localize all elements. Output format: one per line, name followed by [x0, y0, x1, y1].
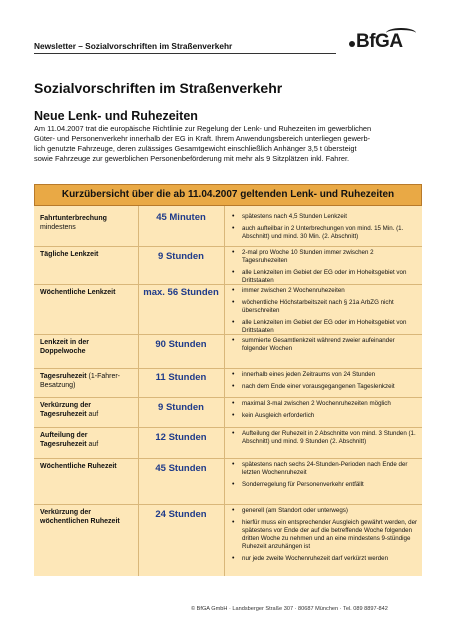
row-divider	[34, 427, 422, 428]
row-label-bold: Tägliche Lenkzeit	[40, 251, 99, 258]
bullet-icon: •	[232, 400, 235, 407]
row-label-bold: Wöchentliche Lenkzeit	[40, 289, 116, 296]
row-value: 12 Stunden	[155, 432, 207, 443]
row-divider	[34, 246, 422, 247]
row-bullets	[228, 430, 420, 450]
row-bullets	[228, 461, 420, 493]
intro-line: Güter- und Personenverkehr innerhalb der EG in Kraft. Ihrem Anwendungsbereich unterliegen gewerb-	[34, 134, 371, 143]
row-label	[40, 372, 132, 390]
table-row	[34, 246, 422, 284]
bullet-item	[228, 400, 420, 408]
bullet-icon: •	[232, 383, 235, 390]
row-label-rest: mindestens	[40, 224, 76, 231]
row-label-bold: Verkürzung der Tagesruhezeit	[40, 402, 91, 418]
row-bullets	[228, 337, 420, 357]
row-divider	[34, 397, 422, 398]
row-label	[40, 401, 132, 419]
bullet-text: hierfür muss ein entsprechender Ausgleich gewährt werden, der spätestens vor Ende der auf die betreffende Woche folgenden dritten Woche zu nehmen und an eine mindestens 9-stündige Ruhezeit anzuhängen ist	[242, 519, 418, 550]
row-bullets	[228, 249, 420, 289]
row-label-bold: Wöchentliche Ruhezeit	[40, 463, 117, 470]
row-divider	[34, 368, 422, 369]
logo-text: BfGA	[356, 31, 403, 52]
bullet-icon: •	[232, 287, 235, 294]
bullet-text: immer zwischen 2 Wochenruhezeiten	[242, 287, 345, 294]
page-title: Sozialvorschriften im Straßenverkehr	[34, 80, 283, 96]
bullet-text: innerhalb eines jeden Zeitraums von 24 Stunden	[242, 371, 376, 378]
bullet-item	[228, 213, 420, 221]
logo-dot	[349, 41, 355, 47]
row-label	[40, 462, 132, 471]
bullet-item	[228, 269, 420, 285]
table-row	[34, 210, 422, 246]
overview-table	[34, 184, 422, 576]
row-label	[40, 288, 132, 297]
bullet-icon: •	[232, 412, 235, 419]
bullet-item	[228, 299, 420, 315]
bullet-text: nach dem Ende einer vorausgegangenen Tageslenkzeit	[242, 383, 395, 390]
row-label	[40, 250, 132, 259]
bullet-text: wöchentliche Höchstarbeitszeit nach § 21a ArbZG nicht überschreiten	[242, 299, 394, 314]
bullet-icon: •	[232, 269, 235, 276]
bullet-item	[228, 519, 420, 551]
table-row	[34, 334, 422, 368]
row-value: 24 Stunden	[155, 509, 207, 520]
row-label-bold: Verkürzung der wöchentlichen Ruhezeit	[40, 509, 120, 525]
row-label	[40, 338, 132, 356]
row-bullets	[228, 507, 420, 567]
row-value: 9 Stunden	[158, 251, 204, 262]
bullet-icon: •	[232, 249, 235, 256]
row-label-bold: Tagesruhezeit	[40, 373, 87, 380]
bullet-text: 2-mal pro Woche 10 Stunden immer zwischen 2 Tagesruhezeiten	[242, 249, 374, 264]
bullet-text: spätestens nach sechs 24-Stunden-Perioden nach Ende der letzten Wochenruhezeit	[242, 461, 408, 476]
table-row	[34, 284, 422, 334]
row-label	[40, 431, 132, 449]
bullet-item	[228, 319, 420, 335]
row-value: 45 Stunden	[155, 463, 207, 474]
row-divider	[34, 504, 422, 505]
row-value: 45 Minuten	[156, 212, 206, 223]
table-row	[34, 427, 422, 458]
bullet-text: Sonderregelung für Personenverkehr entfällt	[242, 481, 364, 488]
row-bullets	[228, 371, 420, 395]
intro-paragraph	[34, 124, 419, 164]
bullet-text: kein Ausgleich erforderlich	[242, 412, 315, 419]
bullet-text: spätestens nach 4,5 Stunden Lenkzeit	[242, 213, 347, 220]
bullet-icon: •	[232, 555, 235, 562]
bullet-icon: •	[232, 225, 235, 232]
row-bullets	[228, 400, 420, 424]
table-row	[34, 458, 422, 504]
bullet-item	[228, 225, 420, 241]
bullet-icon: •	[232, 461, 235, 468]
row-bullets	[228, 213, 420, 245]
bullet-item	[228, 371, 420, 379]
section-title: Neue Lenk- und Ruhezeiten	[34, 109, 198, 123]
table-row	[34, 397, 422, 427]
row-value: 11 Stunden	[155, 372, 207, 383]
intro-line: lich genutzte Fahrzeuge, deren zulässiges Gesamtgewicht einschließlich Anhänger 3,5 t übersteigt	[34, 144, 357, 153]
row-label-rest: auf	[86, 441, 99, 448]
row-label-rest: (1-Fahrer-Besatzung)	[40, 373, 121, 389]
bullet-item	[228, 383, 420, 391]
table-row	[34, 504, 422, 576]
intro-line: Am 11.04.2007 trat die europäische Richtlinie zur Regelung der Lenk- und Ruhezeiten im gewerblichen	[34, 124, 372, 133]
table-row	[34, 368, 422, 397]
bullet-icon: •	[232, 507, 235, 514]
bullet-text: alle Lenkzeiten im Gebiet der EG oder im Hoheitsgebiet von Drittstaaten	[242, 269, 407, 284]
bfga-logo	[349, 30, 421, 54]
bullet-item	[228, 430, 420, 446]
table-title: Kurzübersicht über die ab 11.04.2007 geltenden Lenk- und Ruhezeiten	[34, 184, 422, 206]
bullet-item	[228, 412, 420, 420]
row-value: 9 Stunden	[158, 402, 204, 413]
bullet-icon: •	[232, 299, 235, 306]
row-label	[40, 214, 132, 232]
bullet-text: nur jede zweite Wochenruhezeit darf verkürzt werden	[242, 555, 389, 562]
bullet-item	[228, 249, 420, 265]
row-label-bold: Aufteilung der Tagesruhezeit	[40, 432, 88, 448]
bullet-item	[228, 507, 420, 515]
bullet-icon: •	[232, 319, 235, 326]
row-divider	[34, 284, 422, 285]
row-label-rest: auf	[86, 411, 99, 418]
bullet-text: summierte Gesamtlenkzeit während zweier aufeinander folgender Wochen	[242, 337, 395, 352]
bullet-item	[228, 481, 420, 489]
bullet-text: auch aufteilbar in 2 Unterbrechungen von mind. 15 Min. (1. Abschnitt) und mind. 30 Min. (2. Abschnitt)	[242, 225, 404, 240]
bullet-icon: •	[232, 337, 235, 344]
bullet-text: generell (am Standort oder unterwegs)	[242, 507, 348, 514]
row-bullets	[228, 287, 420, 339]
row-label-bold: Fahrtunterbrechung	[40, 215, 107, 222]
bullet-item	[228, 337, 420, 353]
footer: © BfGA GmbH · Landsberger Straße 307 · 80687 München · Tel. 089 8897-842	[191, 606, 388, 612]
newsletter-header: Newsletter – Sozialvorschriften im Straßenverkehr	[34, 41, 336, 54]
row-value: max. 56 Stunden	[143, 287, 219, 298]
row-divider	[34, 334, 422, 335]
row-label	[40, 508, 132, 526]
bullet-icon: •	[232, 430, 235, 437]
bullet-item	[228, 461, 420, 477]
bullet-item	[228, 555, 420, 563]
bullet-text: alle Lenkzeiten im Gebiet der EG oder im Hoheitsgebiet von Drittstaaten	[242, 319, 407, 334]
bullet-icon: •	[232, 481, 235, 488]
bullet-icon: •	[232, 213, 235, 220]
row-label-bold: Lenkzeit in der Doppelwoche	[40, 339, 90, 355]
bullet-icon: •	[232, 371, 235, 378]
bullet-text: maximal 3-mal zwischen 2 Wochenruhezeiten möglich	[242, 400, 391, 407]
bullet-text: Aufteilung der Ruhezeit in 2 Abschnitte von mind. 3 Stunden (1. Abschnitt) und mind. 9 Stunden (2. Abschnitt)	[242, 430, 416, 445]
bullet-icon: •	[232, 519, 235, 526]
row-value: 90 Stunden	[155, 339, 207, 350]
row-divider	[34, 458, 422, 459]
intro-line: sowie Fahrzeuge zur gewerblichen Personenbeförderung mit mehr als 9 Sitzplätzen inkl. Fahrer.	[34, 154, 350, 163]
bullet-item	[228, 287, 420, 295]
